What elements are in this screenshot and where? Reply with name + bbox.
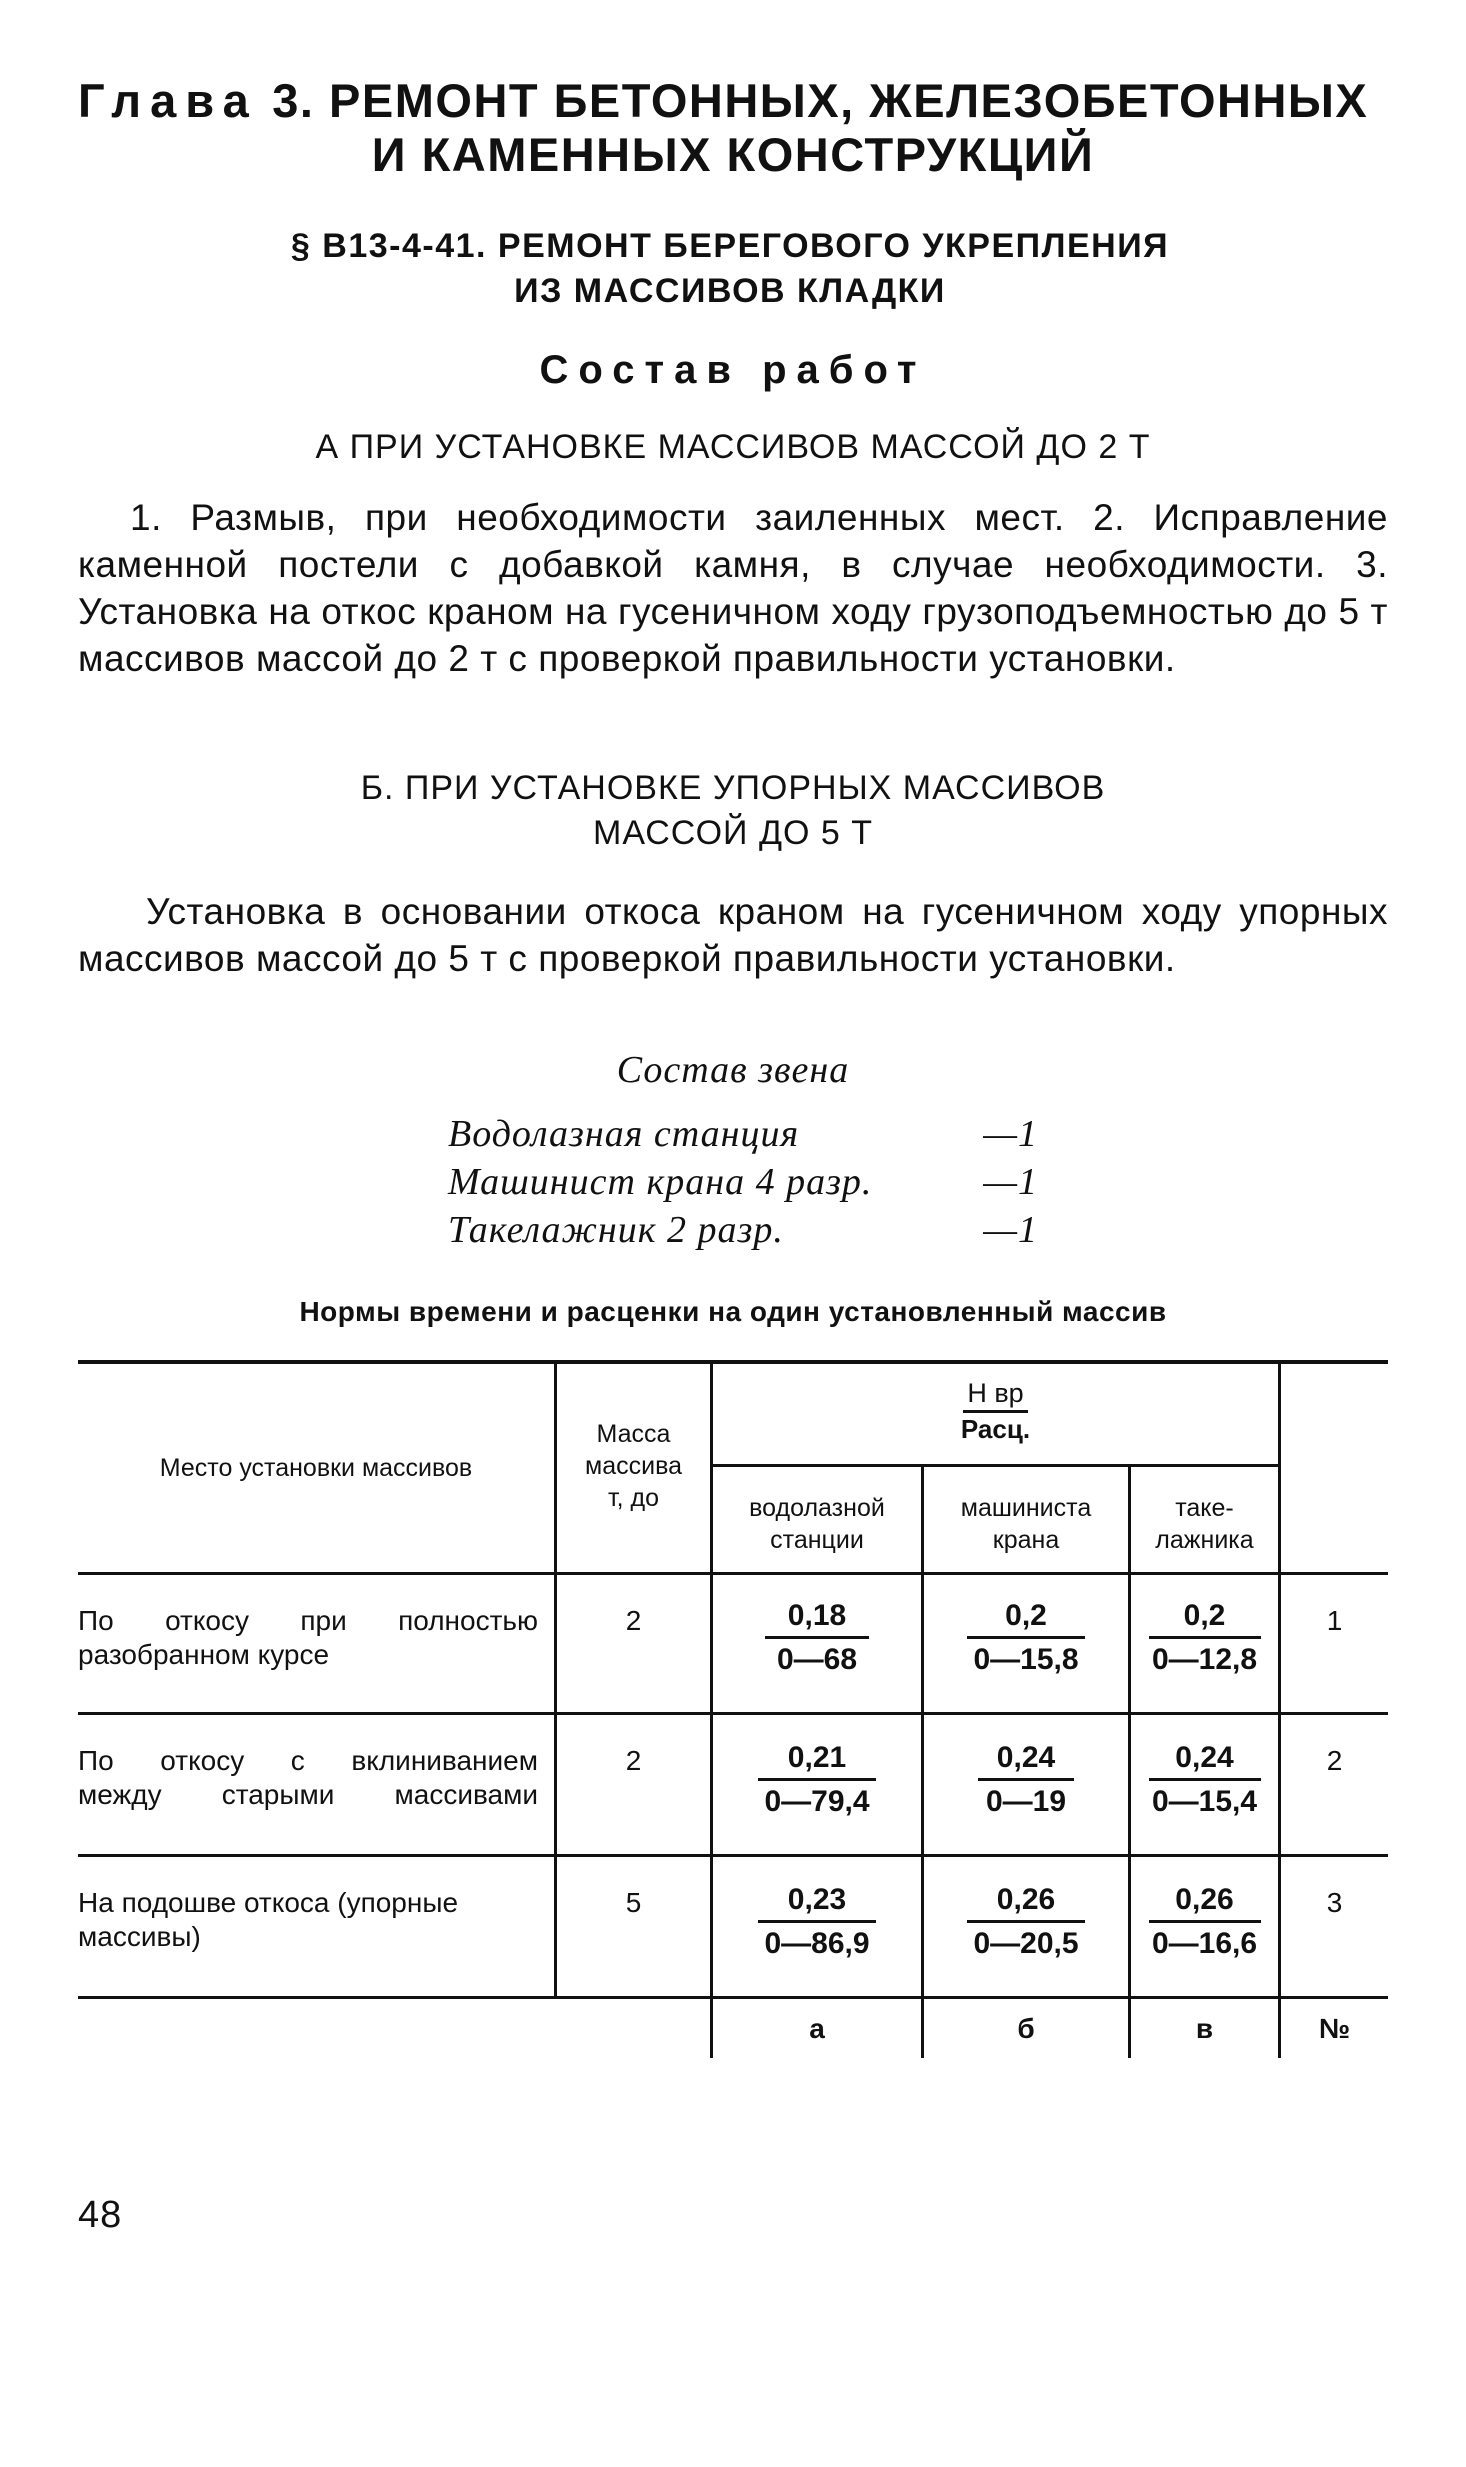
row3-place-line2: массивы) bbox=[78, 1921, 201, 1952]
row3-col-b-rate: 0—20,5 bbox=[973, 1927, 1079, 1960]
crew-member-name: Такелажник 2 разр. bbox=[448, 1209, 784, 1251]
header-mass-line1: Масса bbox=[596, 1420, 671, 1448]
row3-col-c-rate: 0—16,6 bbox=[1151, 1927, 1258, 1960]
header-col-a-line1: водолазной bbox=[749, 1494, 885, 1522]
crew-member bbox=[448, 1206, 1038, 1254]
row1-col-c-rate: 0—12,8 bbox=[1151, 1643, 1258, 1676]
header-col-a-line2: станции bbox=[770, 1526, 864, 1554]
section-heading bbox=[120, 224, 1340, 314]
header-mass-line3: т, до bbox=[607, 1484, 660, 1512]
crew-member-name: Водолазная станция bbox=[448, 1113, 800, 1155]
row1-col-b bbox=[924, 1596, 1128, 1681]
row1-place bbox=[78, 1604, 538, 1672]
crew-list bbox=[448, 1110, 1048, 1254]
row3-col-b bbox=[924, 1880, 1128, 1965]
row3-mass: 5 bbox=[625, 1887, 642, 1918]
norms-table-title: Нормы времени и расценки на один установленный массив bbox=[299, 1296, 1167, 1327]
crew-member-count: —1 bbox=[983, 1113, 1038, 1155]
row2-col-a-norm: 0,21 bbox=[787, 1741, 847, 1774]
row2-col-a-rate: 0—79,4 bbox=[764, 1785, 870, 1818]
work-composition-title: Состав работ bbox=[539, 348, 927, 392]
row2-place-line2: между старыми массивами bbox=[78, 1779, 538, 1810]
header-col-c-line2: лажника bbox=[1155, 1526, 1254, 1554]
crew-title: Состав звена bbox=[616, 1049, 850, 1091]
row2-col-c-rate: 0—15,4 bbox=[1151, 1785, 1258, 1818]
footer-col-number: № bbox=[1318, 2013, 1351, 2044]
row2-col-b-norm: 0,24 bbox=[996, 1741, 1056, 1774]
chapter-title-line1: 3. РЕМОНТ БЕТОННЫХ, ЖЕЛЕЗОБЕТОННЫХ bbox=[272, 74, 1369, 127]
table-rule-header-bottom bbox=[78, 1572, 1388, 1575]
footer-col-c: в bbox=[1195, 2013, 1214, 2044]
norms-table bbox=[78, 1360, 1388, 2060]
row2-place-line1: По откосу с вклиниванием bbox=[78, 1745, 538, 1776]
table-rule-bottom bbox=[78, 1996, 1388, 1999]
chapter-heading bbox=[78, 74, 1388, 182]
row1-col-a bbox=[713, 1596, 921, 1681]
table-rule-top bbox=[78, 1360, 1388, 1364]
crew-member-name: Машинист крана 4 разр. bbox=[448, 1161, 873, 1203]
row3-place-line1: На подошве откоса (упорные bbox=[78, 1887, 459, 1918]
part-b-title-line2: МАССОЙ ДО 5 Т bbox=[593, 814, 873, 852]
row1-col-c bbox=[1131, 1596, 1278, 1681]
crew-member-count: —1 bbox=[983, 1161, 1038, 1203]
row1-place-line2: разобранном курсе bbox=[78, 1639, 330, 1670]
section-title-line2: ИЗ МАССИВОВ КЛАДКИ bbox=[514, 272, 946, 310]
row2-col-b-rate: 0—19 bbox=[985, 1785, 1067, 1818]
row3-col-c bbox=[1131, 1880, 1278, 1965]
row2-col-c-norm: 0,24 bbox=[1175, 1741, 1234, 1774]
row3-col-a-rate: 0—86,9 bbox=[764, 1927, 870, 1960]
table-rule-row1 bbox=[78, 1712, 1388, 1715]
row1-col-b-norm: 0,2 bbox=[1005, 1599, 1047, 1632]
row1-col-a-norm: 0,18 bbox=[787, 1599, 847, 1632]
row2-col-c bbox=[1131, 1738, 1278, 1823]
header-mass bbox=[557, 1418, 710, 1514]
chapter-word: Глава bbox=[78, 74, 258, 127]
row3-col-a bbox=[713, 1880, 921, 1965]
header-col-b-line2: крана bbox=[992, 1526, 1060, 1554]
crew-member bbox=[448, 1158, 1038, 1206]
part-b-title bbox=[0, 766, 1466, 856]
row1-col-c-norm: 0,2 bbox=[1183, 1599, 1226, 1632]
header-mass-line2: массива bbox=[585, 1452, 682, 1480]
crew-member-count: —1 bbox=[983, 1209, 1038, 1251]
chapter-title-line2: И КАМЕННЫХ КОНСТРУКЦИЙ bbox=[371, 128, 1095, 181]
page-number: 48 bbox=[78, 2194, 123, 2236]
footer-col-b: б bbox=[1017, 2013, 1035, 2044]
row3-col-c-norm: 0,26 bbox=[1175, 1883, 1234, 1916]
table-rule-subheader bbox=[710, 1464, 1278, 1467]
table-col-rule bbox=[1278, 1360, 1281, 2058]
header-place: Место установки массивов bbox=[159, 1454, 473, 1482]
part-b-text: Установка в основании откоса краном на гусеничном ходу упорных массивов массой до 5 т с проверкой правильности установки. bbox=[78, 891, 1388, 979]
header-col-c-line1: таке- bbox=[1175, 1494, 1234, 1522]
header-col-c bbox=[1131, 1492, 1278, 1556]
row1-number: 1 bbox=[1326, 1605, 1343, 1636]
row2-number: 2 bbox=[1326, 1745, 1343, 1776]
header-col-a bbox=[713, 1492, 921, 1556]
part-a-title: А ПРИ УСТАНОВКЕ МАССИВОВ МАССОЙ ДО 2 Т bbox=[315, 428, 1151, 466]
row1-mass: 2 bbox=[625, 1605, 642, 1636]
section-title-line1: § В13-4-41. РЕМОНТ БЕРЕГОВОГО УКРЕПЛЕНИЯ bbox=[290, 227, 1170, 265]
crew-member bbox=[448, 1110, 1038, 1158]
table-rule-row2 bbox=[78, 1854, 1388, 1857]
row3-place bbox=[78, 1886, 548, 1954]
row3-col-a-norm: 0,23 bbox=[787, 1883, 847, 1916]
row2-col-a bbox=[713, 1738, 921, 1823]
row1-place-line1: По откосу при полностью bbox=[78, 1605, 538, 1636]
row1-col-a-rate: 0—68 bbox=[776, 1643, 858, 1676]
row1-col-b-rate: 0—15,8 bbox=[973, 1643, 1079, 1676]
part-a-text: 1. Размыв, при необходимости заиленных мест. 2. Исправление каменной постели с добавкой камня, в случае необходимости. 3. Установка на откос краном на гусеничном ходу грузоподъемностью до 5 т массивов массой до 2 т с проверкой правильности установки. bbox=[78, 497, 1388, 679]
part-b-title-line1: Б. ПРИ УСТАНОВКЕ УПОРНЫХ МАССИВОВ bbox=[360, 769, 1106, 807]
header-col-b-line1: машиниста bbox=[960, 1494, 1092, 1522]
row2-mass: 2 bbox=[625, 1745, 642, 1776]
row3-number: 3 bbox=[1326, 1887, 1343, 1918]
header-col-b bbox=[924, 1492, 1128, 1556]
header-rasc: Расц. bbox=[960, 1414, 1031, 1444]
footer-col-a: а bbox=[809, 2013, 825, 2044]
header-norm-rate bbox=[713, 1376, 1278, 1445]
row2-col-b bbox=[924, 1738, 1128, 1823]
row2-place bbox=[78, 1744, 538, 1812]
row3-col-b-norm: 0,26 bbox=[996, 1883, 1056, 1916]
header-nvr: Н вр bbox=[713, 1376, 1278, 1413]
